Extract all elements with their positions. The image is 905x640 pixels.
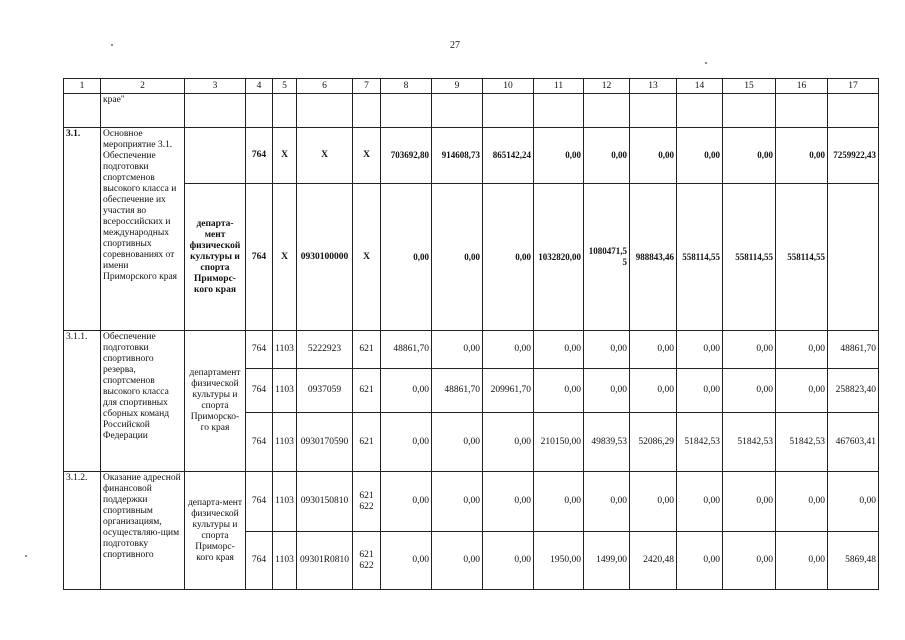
cell: 0,00 (381, 532, 432, 590)
cell: 558114,55 (723, 184, 776, 331)
cell: 0,00 (723, 369, 776, 413)
cell: 0930100000 (297, 184, 353, 331)
cell: 0,00 (630, 369, 677, 413)
scan-speck (111, 44, 113, 46)
table-row (64, 184, 879, 331)
cell: 0,00 (776, 369, 828, 413)
cell: 0,00 (534, 331, 584, 369)
cell: 0,00 (584, 331, 630, 369)
cell: 0,00 (677, 331, 723, 369)
cell: 0,00 (776, 472, 828, 532)
col-header: 14 (677, 79, 723, 94)
cell: 621 (353, 413, 381, 472)
cell: 0,00 (584, 472, 630, 532)
cell: 2420,48 (630, 532, 677, 590)
cell: 1950,00 (534, 532, 584, 590)
cell: 1499,00 (584, 532, 630, 590)
cell: 210150,00 (534, 413, 584, 472)
cell: 0,00 (483, 184, 534, 331)
cell: 1032820,00 (534, 184, 584, 331)
cell: 1080471,55 (584, 184, 630, 331)
cell: 1103 (273, 413, 297, 472)
cell: 988843,46 (630, 184, 677, 331)
cell: 0,00 (776, 128, 828, 184)
cell: 0,00 (432, 413, 483, 472)
row-executor: департа-мент физической культуры и спорта Приморс-кого края (185, 472, 246, 590)
cell: 0,00 (432, 472, 483, 532)
cell: 0,00 (630, 128, 677, 184)
cell: 764 (246, 369, 273, 413)
col-header: 9 (432, 79, 483, 94)
cell: 0,00 (381, 472, 432, 532)
col-header: 7 (353, 79, 381, 94)
cell: 5869,48 (828, 532, 879, 590)
cell: 0,00 (723, 331, 776, 369)
col-header: 4 (246, 79, 273, 94)
cell: 0,00 (534, 472, 584, 532)
cell: 558114,55 (776, 184, 828, 331)
cell: 0,00 (677, 472, 723, 532)
cell: 0,00 (381, 413, 432, 472)
cell: 48861,70 (432, 369, 483, 413)
row-number: 3.1. (64, 128, 101, 331)
cell: 0,00 (483, 413, 534, 472)
col-header: 3 (185, 79, 246, 94)
table-row (64, 472, 879, 532)
row-executor: департамент физической культуры и спорта Приморско-го края (185, 331, 246, 472)
page-number: 27 (450, 40, 460, 51)
col-header: 12 (584, 79, 630, 94)
cell: 621 (353, 331, 381, 369)
cell (828, 184, 879, 331)
cell: 0,00 (432, 532, 483, 590)
col-header: 16 (776, 79, 828, 94)
cell: 0,00 (534, 369, 584, 413)
row-name: Основное мероприятие 3.1. Обеспечение подготовки спортсменов высокого класса и обеспечение их участия во всероссийских и международных спортивных соревнованиях от имени Приморского края (101, 128, 185, 331)
cell: 0,00 (381, 184, 432, 331)
col-header: 11 (534, 79, 584, 94)
table-row (64, 331, 879, 369)
cell: 258823,40 (828, 369, 879, 413)
cell: 1103 (273, 532, 297, 590)
row-number: 3.1.2. (64, 472, 101, 590)
cell: 621 622 (353, 532, 381, 590)
row-executor: департа-мент физической культуры и спорта Приморс-кого края (185, 184, 246, 331)
cell: 0,00 (432, 331, 483, 369)
cell: 764 (246, 331, 273, 369)
cell: 0930150810 (297, 472, 353, 532)
cell: 1103 (273, 331, 297, 369)
col-header: 6 (297, 79, 353, 94)
cell: 0,00 (483, 331, 534, 369)
continuation-text: крае" (101, 94, 185, 128)
cell: 0930170590 (297, 413, 353, 472)
col-header: 8 (381, 79, 432, 94)
header-row (64, 79, 879, 94)
cell: 621 (353, 369, 381, 413)
cell: 49839,53 (584, 413, 630, 472)
cell: 558114,55 (677, 184, 723, 331)
cell: 0,00 (432, 184, 483, 331)
col-header: 1 (64, 79, 101, 94)
cell: 51842,53 (776, 413, 828, 472)
cell: 0,00 (776, 331, 828, 369)
cell: 0,00 (483, 532, 534, 590)
cell: 1103 (273, 369, 297, 413)
cell: 0,00 (723, 532, 776, 590)
cell: 865142,24 (483, 128, 534, 184)
cell: 0,00 (381, 369, 432, 413)
cell: 209961,70 (483, 369, 534, 413)
cell: 0,00 (776, 532, 828, 590)
row-name: Оказание адресной финансовой поддержки спортивным организациям, осуществляю-щим подготовку спортивного (101, 472, 185, 590)
cell: 0,00 (677, 128, 723, 184)
cell: 764 (246, 532, 273, 590)
cell: 764 (246, 184, 273, 331)
col-header: 2 (101, 79, 185, 94)
continuation-row (64, 94, 879, 128)
cell: 0,00 (534, 128, 584, 184)
col-header: 10 (483, 79, 534, 94)
cell: 09301R0810 (297, 532, 353, 590)
cell: 0,00 (584, 128, 630, 184)
cell: Х (353, 184, 381, 331)
cell: Х (273, 184, 297, 331)
cell: 467603,41 (828, 413, 879, 472)
cell: 0,00 (483, 472, 534, 532)
cell: 914608,73 (432, 128, 483, 184)
row-number: 3.1.1. (64, 331, 101, 472)
cell: 621 622 (353, 472, 381, 532)
scan-speck (25, 555, 27, 557)
cell: 0,00 (630, 472, 677, 532)
cell: 0,00 (723, 128, 776, 184)
cell: 764 (246, 413, 273, 472)
cell: 1103 (273, 472, 297, 532)
cell: 51842,53 (677, 413, 723, 472)
cell: 764 (246, 128, 273, 184)
cell: 0,00 (828, 472, 879, 532)
cell: 0,00 (584, 369, 630, 413)
cell: 51842,53 (723, 413, 776, 472)
table-row (64, 128, 879, 184)
cell: 703692,80 (381, 128, 432, 184)
row-name: Обеспечение подготовки спортивного резерва, спортсменов высокого класса для спортивных сборных команд Российской Федерации (101, 331, 185, 472)
cell: Х (353, 128, 381, 184)
cell: 0,00 (677, 532, 723, 590)
cell: 7259922,43 (828, 128, 879, 184)
cell: 52086,29 (630, 413, 677, 472)
cell: 48861,70 (828, 331, 879, 369)
col-header: 15 (723, 79, 776, 94)
col-header: 5 (273, 79, 297, 94)
cell: Х (273, 128, 297, 184)
cell: 5222923 (297, 331, 353, 369)
cell: 0,00 (677, 369, 723, 413)
cell: 0,00 (630, 331, 677, 369)
cell: 764 (246, 472, 273, 532)
col-header: 17 (828, 79, 879, 94)
cell: Х (297, 128, 353, 184)
col-header: 13 (630, 79, 677, 94)
cell: 48861,70 (381, 331, 432, 369)
scan-speck (705, 62, 707, 64)
budget-table (63, 78, 879, 590)
cell: 0937059 (297, 369, 353, 413)
cell: 0,00 (723, 472, 776, 532)
